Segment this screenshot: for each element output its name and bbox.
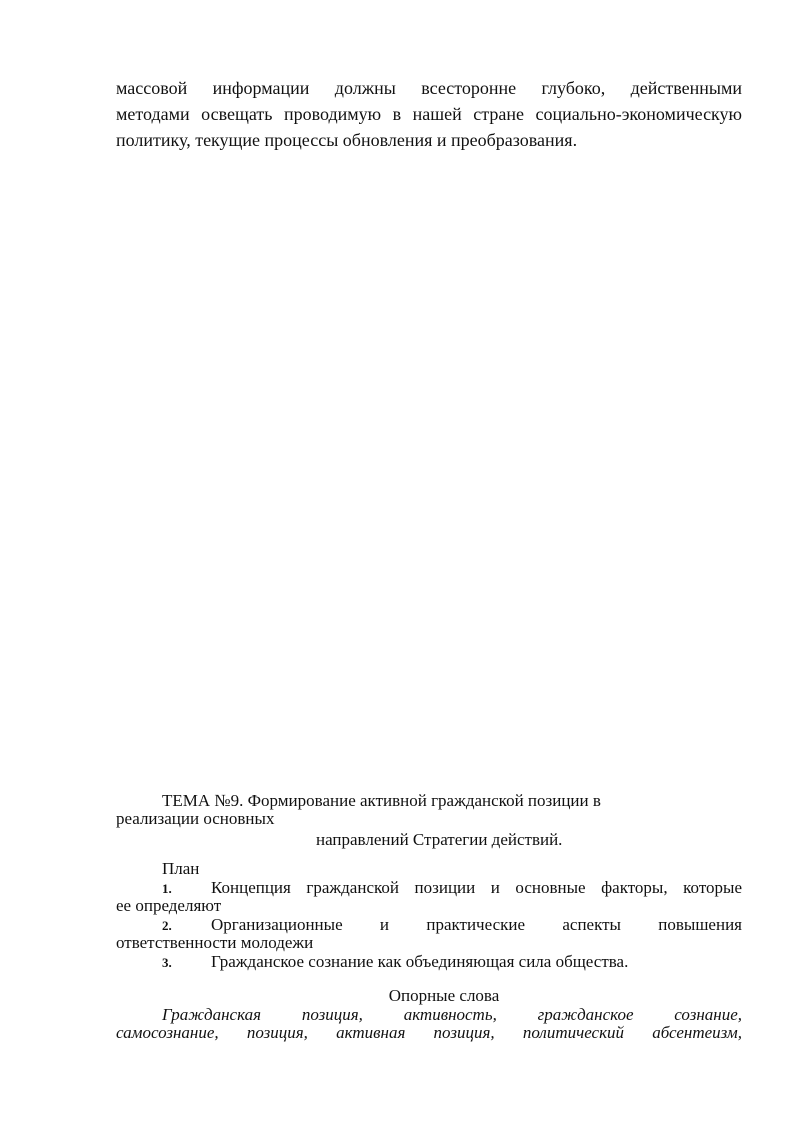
intro-line-1: массовой информации должны всесторонне глубоко, действенными [116,78,742,98]
keywords-section [116,987,742,1042]
plan-title: План [162,859,200,878]
topic-line-3: направлений Стратегии действий. [316,830,563,849]
topic-line-1: ТЕМА №9. Формирование активной гражданской позиции в [162,791,601,810]
plan-item [116,953,742,971]
plan-item [116,916,742,952]
intro-line-3: политику, текущие процессы обновления и преобразования. [116,130,578,150]
plan-item-number: 1. [162,881,172,896]
intro-line-2: методами освещать проводимую в нашей стране социально-экономическую [116,104,742,124]
plan-item-continuation: ответственности молодежи [116,933,314,952]
plan-item-number: 2. [162,918,172,933]
plan-item-line [116,953,742,971]
plan-item-line [116,916,742,934]
plan-item-line [116,879,742,897]
keywords-line-2: самосознание, позиция, активная позиция, политический абсентеизм, [116,1023,742,1042]
topic-line-2: реализации основных [116,809,275,828]
plan-item-text: Концепция гражданской позиции и основные факторы, которые [211,878,742,897]
plan-item-text: Гражданское сознание как объединяющая сила общества. [211,952,629,971]
topic-heading [116,792,742,849]
plan-section [116,860,742,971]
keywords-title: Опорные слова [388,986,500,1005]
plan-item-continuation: ее определяют [116,896,222,915]
plan-item-number: 3. [162,955,172,970]
plan-item-text: Организационные и практические аспекты повышения [211,915,742,934]
intro-paragraph [116,75,742,153]
keywords-line-1: Гражданская позиция, активность, гражданское сознание, [162,1005,742,1024]
plan-item [116,879,742,915]
